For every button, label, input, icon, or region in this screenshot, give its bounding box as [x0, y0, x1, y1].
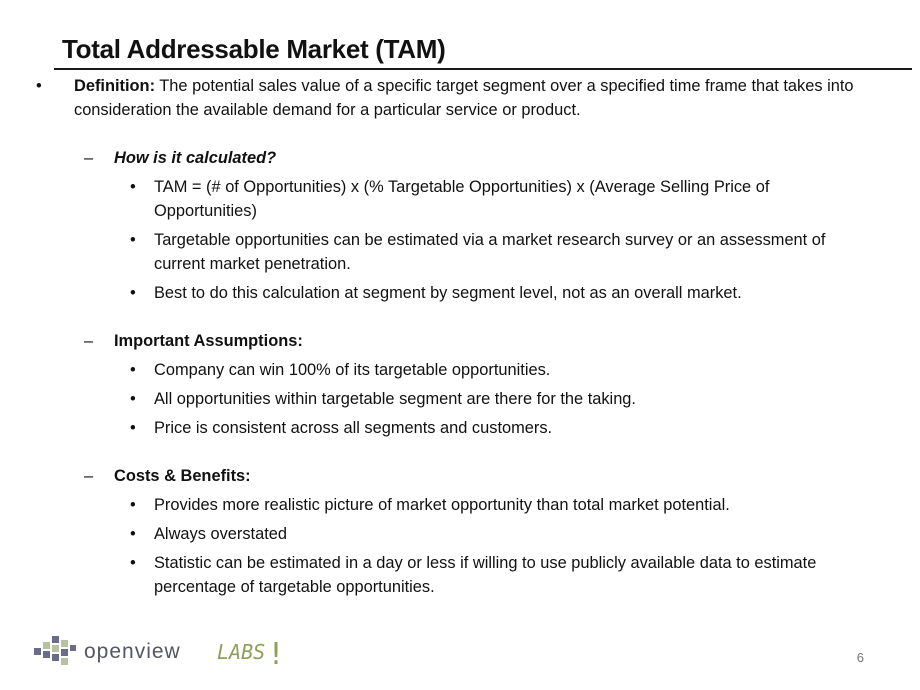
dash-marker: –	[84, 467, 94, 485]
bullet-marker: •	[36, 77, 42, 95]
logo-bang: !	[270, 637, 283, 672]
section-heading-text: How is it calculated?	[114, 149, 277, 167]
dash-marker: –	[84, 149, 94, 167]
section-heading-calculation	[0, 146, 920, 170]
bullet-marker: •	[130, 419, 136, 437]
bullet-marker: •	[130, 361, 136, 379]
list-item-text: Targetable opportunities can be estimated via a market research survey or an assessment of current market penetration.	[154, 231, 826, 273]
logo-word-labs: LABS	[217, 640, 266, 664]
slide-title: Total Addressable Market (TAM)	[62, 34, 446, 64]
openview-labs-logo	[34, 634, 304, 674]
slide-content	[0, 74, 920, 599]
list-item	[0, 358, 920, 382]
list-item-text: Always overstated	[154, 525, 288, 543]
definition-bullet	[0, 74, 920, 122]
list-item	[0, 387, 920, 411]
bullet-marker: •	[130, 525, 136, 543]
page-number: 6	[856, 650, 864, 665]
bullet-marker: •	[130, 554, 136, 572]
list-item	[0, 175, 920, 223]
list-item	[0, 281, 920, 305]
bullet-marker: •	[130, 390, 136, 408]
bullet-marker: •	[130, 496, 136, 514]
list-item	[0, 551, 920, 599]
section-heading-text: Costs & Benefits:	[114, 467, 251, 485]
list-item-text: Provides more realistic picture of market opportunity than total market potential.	[154, 496, 730, 514]
list-item	[0, 416, 920, 440]
section-heading-text: Important Assumptions:	[114, 332, 303, 350]
definition-text: The potential sales value of a specific target segment over a specified time frame that takes into consideration the available demand for a particular service or product.	[74, 77, 854, 119]
logo-word-openview: openview	[84, 640, 181, 663]
title-underline	[54, 68, 912, 70]
list-item	[0, 522, 920, 546]
definition-label: Definition:	[74, 77, 156, 95]
list-item-text: Best to do this calculation at segment by segment level, not as an overall market.	[154, 284, 742, 302]
list-item-text: Statistic can be estimated in a day or less if willing to use publicly available data to estimate percentage of targetable opportunities.	[154, 554, 817, 596]
logo-squares-icon	[34, 636, 76, 665]
list-item-text: Company can win 100% of its targetable opportunities.	[154, 361, 551, 379]
list-item	[0, 228, 920, 276]
bullet-marker: •	[130, 284, 136, 302]
section-heading-assumptions	[0, 329, 920, 353]
bullet-marker: •	[130, 178, 136, 196]
list-item	[0, 493, 920, 517]
bullet-marker: •	[130, 231, 136, 249]
list-item-text: Price is consistent across all segments and customers.	[154, 419, 553, 437]
section-heading-costs-benefits	[0, 464, 920, 488]
list-item-text: TAM = (# of Opportunities) x (% Targetable Opportunities) x (Average Selling Price of Opportunities)	[154, 178, 770, 220]
dash-marker: –	[84, 332, 94, 350]
list-item-text: All opportunities within targetable segment are there for the taking.	[154, 390, 636, 408]
